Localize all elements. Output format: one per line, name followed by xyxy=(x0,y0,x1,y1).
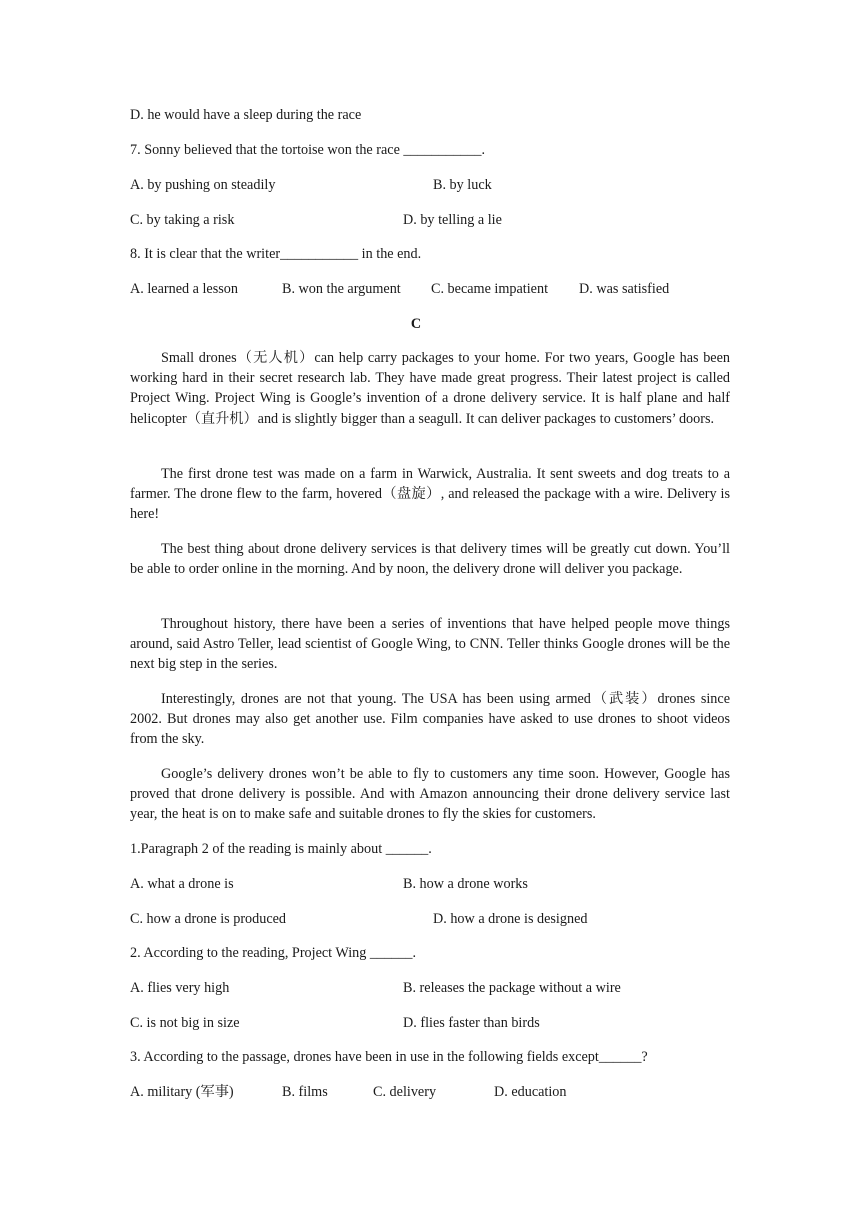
c-q3-option-a: A. military (军事) xyxy=(130,1084,234,1100)
q8-option-a: A. learned a lesson xyxy=(130,281,238,297)
q7-option-d: D. by telling a lie xyxy=(403,212,502,228)
c-q2-stem: 2. According to the reading, Project Wing ______. xyxy=(130,945,417,961)
q7-option-a: A. by pushing on steadily xyxy=(130,177,276,193)
c-q2-option-b: B. releases the package without a wire xyxy=(403,980,621,996)
c-q3-option-c: C. delivery xyxy=(373,1084,437,1100)
passage-paragraph-3: The best thing about drone delivery services is that delivery times will be greatly cut down. You’ll be able to order online in the morning. And by noon, the delivery drone will deliver you package. xyxy=(130,541,730,578)
passage-paragraph-1: Small drones（无人机）can help carry packages to your home. For two years, Google has been working hard in their secret research lab. They have made great progress. Their latest project is called Project Wing. Project Wing is Google’s invention of a drone delivery service. It is half plane and half helicopter（直升机）and is slightly bigger than a seagull. It can deliver packages to customers’ doors. xyxy=(130,350,730,427)
c-q3-option-d: D. education xyxy=(494,1084,567,1100)
passage-paragraph-6: Google’s delivery drones won’t be able to fly to customers any time soon. However, Google has proved that drone delivery is possible. And with Amazon announcing their drone delivery service last year, the heat is on to make safe and suitable drones to fly the skies for customers. xyxy=(130,766,730,823)
c-q3-option-b: B. films xyxy=(282,1084,328,1100)
q8-option-d: D. was satisfied xyxy=(579,281,670,297)
passage-paragraph-2: The first drone test was made on a farm in Warwick, Australia. It sent sweets and dog treats to a farmer. The drone flew to the farm, hovered（盘旋）, and released the package with a wire. Delivery is here! xyxy=(130,466,730,523)
c-q1-option-a: A. what a drone is xyxy=(130,876,234,892)
q8-option-c: C. became impatient xyxy=(431,281,549,297)
q6-option-d: D. he would have a sleep during the race xyxy=(130,107,362,123)
passage-paragraph-4: Throughout history, there have been a series of inventions that have helped people move things around, said Astro Teller, lead scientist of Google Wing, to CNN. Teller thinks Google drones will be the next big step in the series. xyxy=(130,616,730,673)
c-q2-option-a: A. flies very high xyxy=(130,980,230,996)
c-q1-option-b: B. how a drone works xyxy=(403,876,528,892)
c-q2-option-d: D. flies faster than birds xyxy=(403,1015,540,1031)
section-title: C xyxy=(410,316,422,332)
c-q1-stem: 1.Paragraph 2 of the reading is mainly about ______. xyxy=(130,841,432,857)
q8-option-b: B. won the argument xyxy=(282,281,401,297)
c-q2-option-c: C. is not big in size xyxy=(130,1015,240,1031)
c-q1-option-c: C. how a drone is produced xyxy=(130,911,287,927)
q7-stem: 7. Sonny believed that the tortoise won the race ___________. xyxy=(130,142,486,158)
q7-option-b: B. by luck xyxy=(433,177,492,193)
q8-stem: 8. It is clear that the writer___________ in the end. xyxy=(130,246,422,262)
c-q3-stem: 3. According to the passage, drones have been in use in the following fields except______? xyxy=(130,1049,648,1065)
c-q1-option-d: D. how a drone is designed xyxy=(433,911,588,927)
q7-option-c: C. by taking a risk xyxy=(130,212,235,228)
passage-paragraph-5: Interestingly, drones are not that young. The USA has been using armed（武装）drones since 2002. But drones may also get another use. Film companies have asked to use drones to shoot videos from the sky. xyxy=(130,691,730,748)
